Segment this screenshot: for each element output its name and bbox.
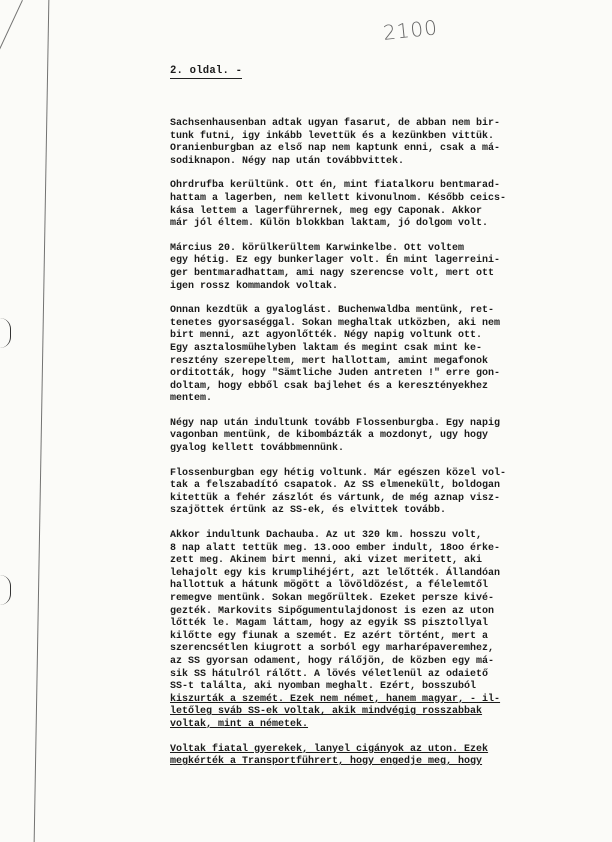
text-line: birt menni, azt agyonlőtték. Négy napig voltunk ott. [170,330,483,342]
text-line: SS-t találta, aki nyomban meghalt. Ezért, bosszuból [170,681,477,693]
text-line: szajöttek értünk az SS-ek, és elvittek tovább. [170,505,447,517]
document-body [170,118,595,781]
text-line: ger bentmaradhattam, ami nagy szerencse volt, mert ott [170,267,495,279]
text-line-underlined: letőleg sváb SS-ek voltak, akik mindvégig rosszabbak [170,706,483,718]
text-line: egy hétig. Ez egy bunkerlager volt. Én mint lagerreini- [170,255,501,267]
page-number: 2100 [381,15,440,45]
paragraph [170,744,595,769]
text-line: Ohrdrufba kerültünk. Ott én, mint fiatalkoru bentmarad- [170,180,501,192]
text-line: 8 nap alatt tettük meg. 13.ooo ember indult, 18oo érke- [170,542,501,554]
text-line: Onnan kezdtük a gyaloglást. Buchenwaldba mentünk, ret- [170,305,495,317]
text-line: szerencsétlen kiugrott a sorból egy marharépaveremhez, [170,643,495,655]
text-line: gyalog kellett továbbmennünk. [170,443,345,455]
text-line: hattam a lagerben, nem kellett kivonulnom. Később ceics- [170,192,507,204]
text-line: zett meg. Akinem birt menni, aki vizet meritett, aki [170,555,483,567]
text-line: hallottuk a hátunk mögött a lövöldözést, a félelemtől [170,580,489,592]
text-line: doltam, hogy ebből csak bajlehet és a keresztényekhez [170,380,489,392]
text-line: remegve mentünk. Sokan megőrültek. Ezeket persze kivé- [170,593,495,604]
text-line: tenetes gyorsaséggal. Sokan meghaltak utközben, aki nem [170,317,501,329]
text-line: kilőtte egy fiunak a szemét. Ez azért történt, mert a [170,630,489,642]
hole-punch-mark [0,575,11,605]
text-line: lehajolt egy kis krumplihéjért, azt lelőtték. Állandóan [170,567,501,579]
text-line: gezték. Markovits Sipőgumentulajdonost is ezen az uton [170,605,495,617]
text-line: Oranienburgban az első nap nem kaptunk enni, csak a má- [170,143,501,155]
page-header: 2. oldal. - [170,65,243,77]
paragraph [170,468,595,518]
text-line: kása lettem a lagerführernek, meg egy Caponak. Akkor [170,205,483,217]
binding-edge-line [34,0,50,842]
text-line: tunk futni, igy inkább levettük és a kezünkben vittük. [170,130,495,142]
text-line: igen rossz kommandok voltak. [170,280,339,292]
text-line: Flossenburgban egy hétig voltunk. Már egészen közel vol- [170,467,507,479]
text-line: resztény szerepeltem, mert hallottam, amint megafonok [170,355,489,367]
text-line: tak a felszabadító csapatok. Az SS elmenekült, boldogan [170,480,501,492]
text-line: már jól éltem. Külön blokkban laktam, jó dolgom volt. [170,218,489,230]
paragraph [170,180,595,230]
paragraph [170,418,595,456]
text-line: Március 20. körülkerültem Karwinkelbe. Ott voltem [170,242,465,254]
text-line-underlined: voltak, mint a németek. [170,718,309,730]
text-line: Sachsenhausenban adtak ugyan fasarut, de abban nem bir- [170,118,501,129]
text-line: vagonban mentünk, de kibombázták a mozdonyt, ugy hogy [170,430,489,442]
text-line-underlined: megkérték a Transportführert, hogy engedje meg, hogy [170,756,483,768]
text-line: Akkor indultunk Dachauba. Az ut 320 km. hosszu volt, [170,530,483,542]
text-line: az SS gyorsan odament, hogy rálőjön, de közben egy má- [170,655,495,667]
paragraph [170,118,595,168]
text-line: orditották, hogy "Sämtliche Juden antreten !" erre gon- [170,368,501,380]
paragraph [170,305,595,406]
text-line-underlined: Voltak fiatal gyerekek, lanyel cigányok az uton. Ezek [170,743,489,755]
paragraph [170,530,595,732]
text-line-underlined: kiszurták a szemét. Ezek nem német, hanem magyar, - il- [170,693,501,705]
text-line: Négy nap után indultunk tovább Flossenburgba. Egy napig [170,417,501,429]
text-line: sodiknapon. Négy nap után továbbvittek. [170,155,405,167]
binding-edge-line-2 [0,0,23,109]
text-line: mentem. [170,393,213,405]
text-line: kitettük a fehér zászlót és vártunk, de még aznap visz- [170,492,501,504]
text-line: sik SS hátulról rálőtt. A lövés véletlenül az odaiető [170,668,489,680]
text-line: lőtték le. Magam láttam, hogy az egyik SS pisztollyal [170,618,489,630]
paragraph [170,243,595,293]
text-line: Egy asztalosmühelyben laktam és megint csak mint ke- [170,342,483,354]
hole-punch-mark [0,318,11,348]
